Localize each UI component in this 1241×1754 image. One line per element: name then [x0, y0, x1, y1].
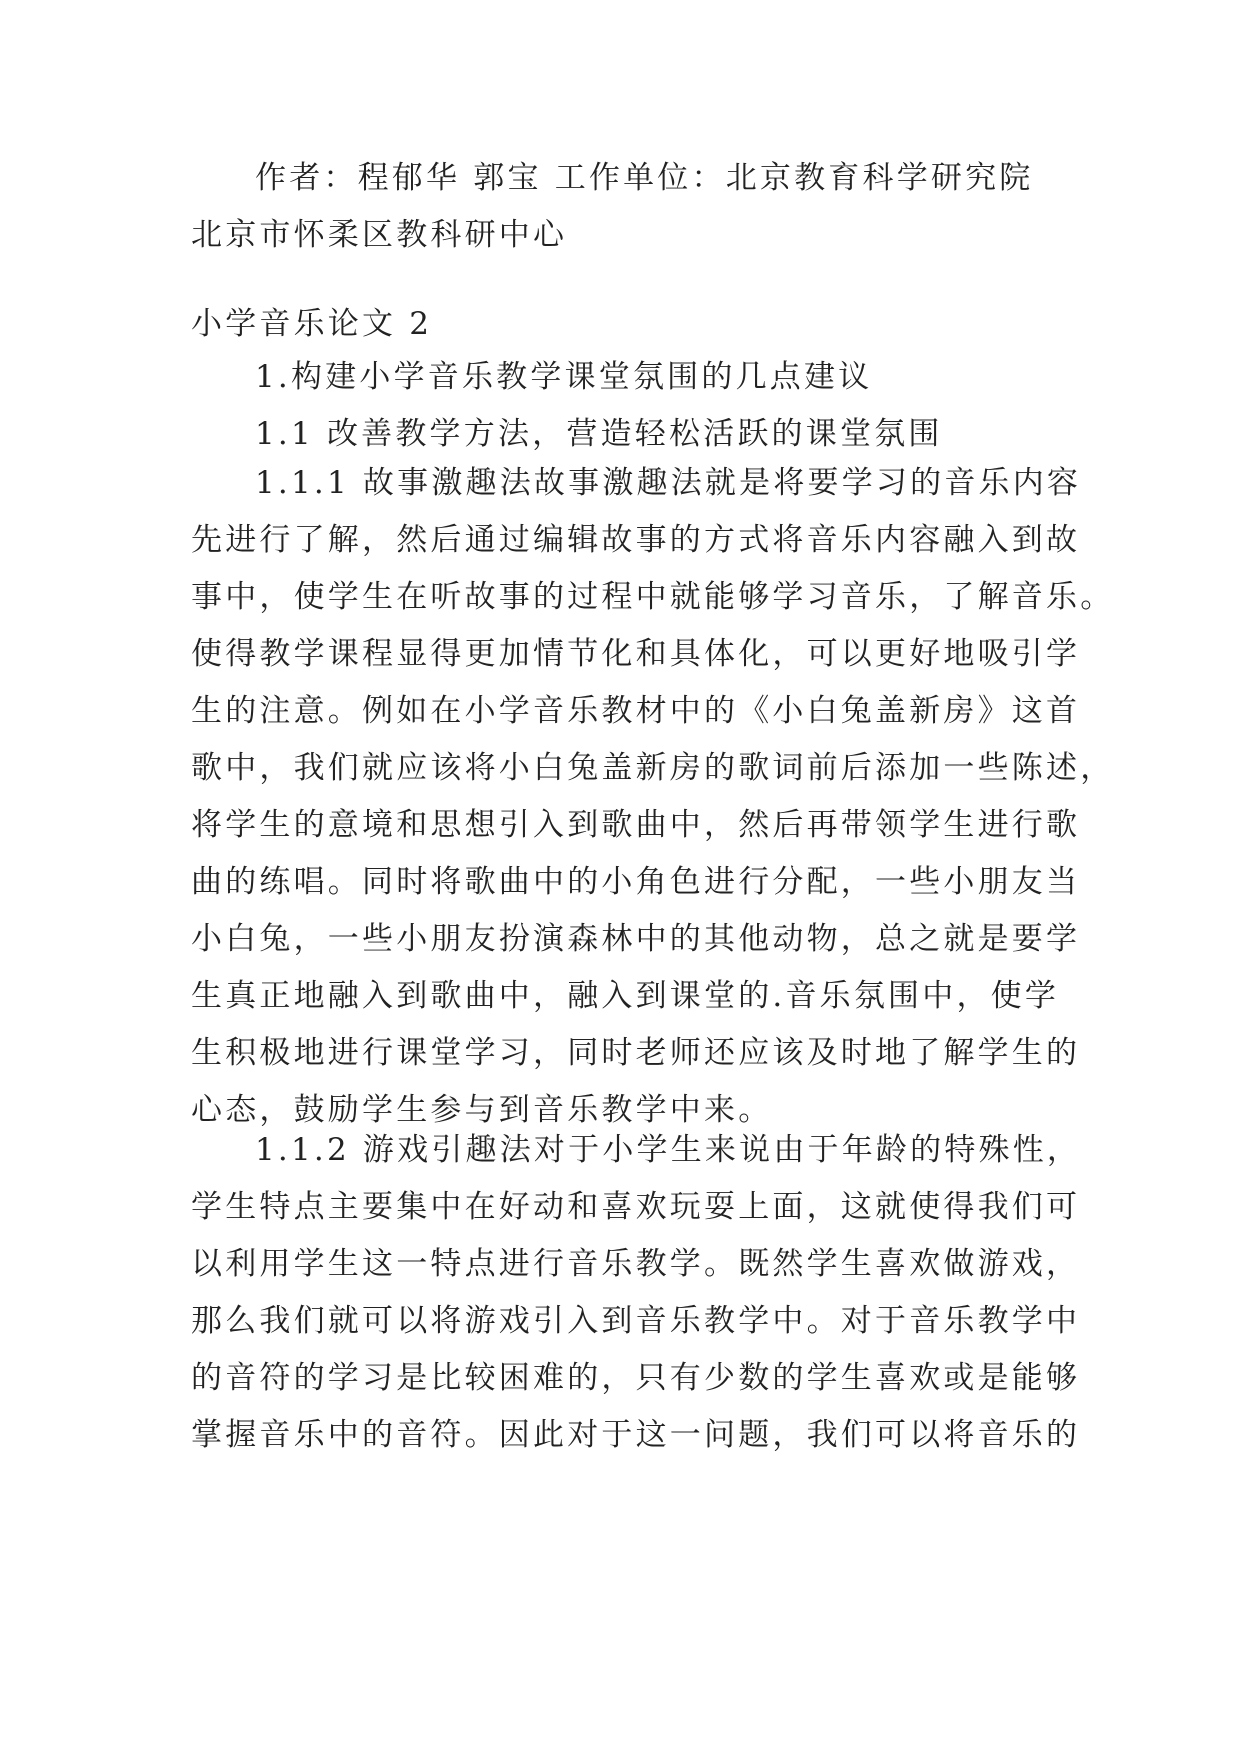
paragraph-line: 先进行了解，然后通过编辑故事的方式将音乐内容融入到故 [191, 522, 1081, 558]
paragraph-line: 掌握音乐中的音符。因此对于这一问题，我们可以将音乐的 [191, 1417, 1081, 1453]
author-affiliation-line: 北京市怀柔区教科研中心 [191, 217, 568, 253]
author-block [191, 150, 1051, 264]
paragraph-line: 心态，鼓励学生参与到音乐教学中来。 [191, 1092, 773, 1128]
paragraph-line: 歌中，我们就应该将小白兔盖新房的歌词前后添加一些陈述， [191, 750, 1115, 786]
paragraph-1-1-2 [191, 1122, 1082, 1464]
paragraph-line: 将学生的意境和思想引入到歌曲中，然后再带领学生进行歌 [191, 807, 1081, 843]
paragraph-line: 事中，使学生在听故事的过程中就能够学习音乐，了解音乐。 [191, 579, 1115, 615]
paragraph-line: 以利用学生这一特点进行音乐教学。既然学生喜欢做游戏， [191, 1246, 1081, 1282]
heading-1: 1.构建小学音乐教学课堂氛围的几点建议 [255, 359, 873, 395]
article-title [191, 296, 1051, 353]
paragraph-line: 学生特点主要集中在好动和喜欢玩耍上面，这就使得我们可 [191, 1189, 1081, 1225]
article-title-text: 小学音乐论文 2 [191, 306, 433, 342]
paragraph-line: 1.1.1 故事激趣法故事激趣法就是将要学习的音乐内容 [255, 465, 1082, 501]
paragraph-line: 生真正地融入到歌曲中，融入到课堂的.音乐氛围中，使学 [191, 978, 1060, 1014]
paragraph-1-1-1 [191, 455, 1115, 1139]
heading-1-1: 1.1 改善教学方法，营造轻松活跃的课堂氛围 [255, 416, 943, 452]
section-headings [191, 349, 1051, 463]
paragraph-line: 使得教学课程显得更加情节化和具体化，可以更好地吸引学 [191, 636, 1081, 672]
paragraph-line: 的音符的学习是比较困难的，只有少数的学生喜欢或是能够 [191, 1360, 1081, 1396]
author-line: 作者：程郁华 郭宝 工作单位：北京教育科学研究院 [255, 160, 1034, 196]
paragraph-line: 生的注意。例如在小学音乐教材中的《小白兔盖新房》这首 [191, 693, 1081, 729]
paragraph-line: 1.1.2 游戏引趣法对于小学生来说由于年龄的特殊性， [255, 1132, 1082, 1168]
paragraph-line: 那么我们就可以将游戏引入到音乐教学中。对于音乐教学中 [191, 1303, 1081, 1339]
paragraph-line: 生积极地进行课堂学习，同时老师还应该及时地了解学生的 [191, 1035, 1081, 1071]
paragraph-line: 曲的练唱。同时将歌曲中的小角色进行分配，一些小朋友当 [191, 864, 1081, 900]
paragraph-line: 小白兔，一些小朋友扮演森林中的其他动物，总之就是要学 [191, 921, 1081, 957]
